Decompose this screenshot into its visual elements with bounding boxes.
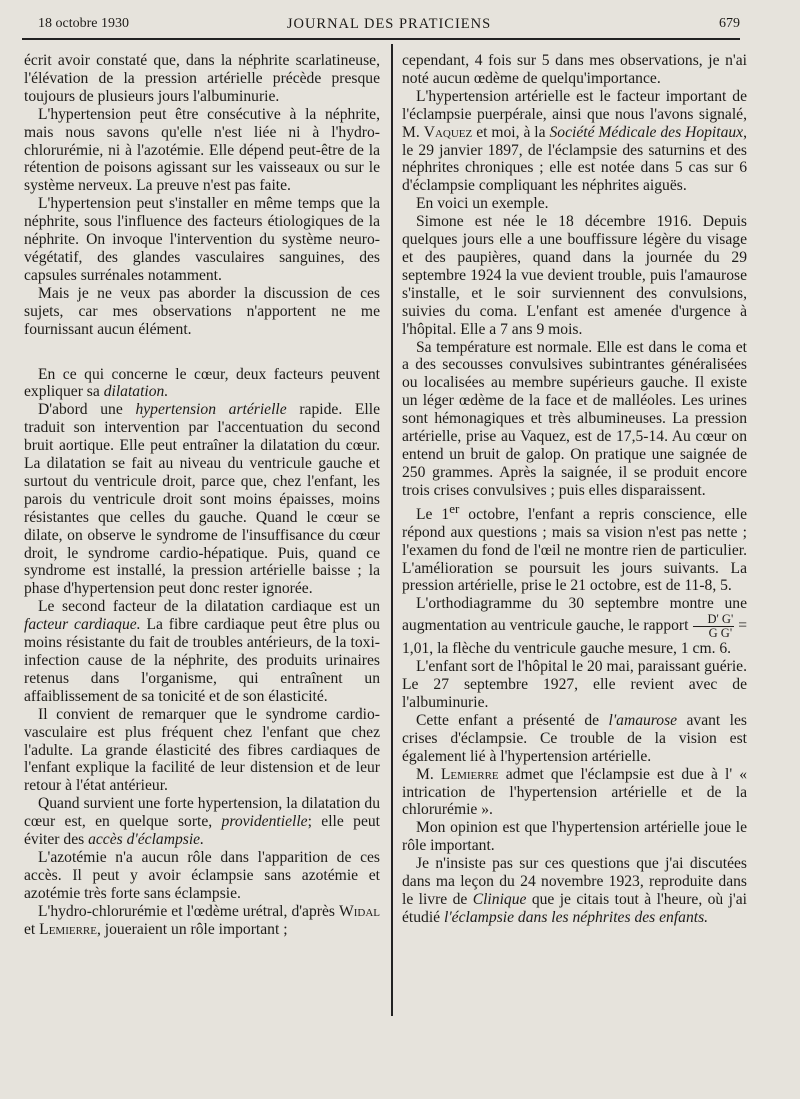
paragraph: Il convient de remarquer que le syndrome cardio-vasculaire est plus fréquent chez l'enfant que chez l'adulte. La grande élasticité des fibres cardiaques de l'enfant explique la facilité de leur distension et de leur retour à l'état antérieur.	[24, 705, 380, 795]
text-run: = 1,01, la flèche du ventricule gauche mesure, 1 cm. 6.	[402, 617, 747, 658]
paragraph	[24, 366, 380, 402]
emphasis: hypertension artérielle	[135, 401, 287, 419]
paragraph	[24, 795, 380, 849]
paragraph: L'hypertension peut s'installer en même temps que la néphrite, sous l'influence des facteurs étiologiques de la néphrite. On invoque l'intervention du système neuro-végétatif, des glandes vasculaires sanguines, des capsules surrénales notamment.	[24, 195, 380, 284]
paragraph: Sa température est normale. Elle est dans le coma et a des secousses convulsives subintrantes généralisées ou localisées au membre supérieurs gauche. Il existe un léger œdème de la face et de malléoles. Les urines sont hémonagiques et très albumineuses. La pression artérielle, prise au Vaquez, est de 17,5-14. Au cœur on entend un bruit de galop. On pratique une saignée de 250 grammes. Après la saignée, il se produit encore trois crises convulsives ; puis elles disparaissent.	[402, 338, 747, 499]
text-run: Je n'insiste pas sur ces questions que j'ai discutées dans ma leçon du 24 novembre 1923, reproduite dans le livre de	[402, 855, 747, 908]
header-rule	[22, 38, 740, 40]
emphasis: l'éclampsie dans les néphrites des enfants.	[444, 908, 709, 926]
running-header	[38, 14, 740, 36]
text-run: octobre, l'enfant a repris conscience, elle répond aux questions ; mais sa vision n'est pas nette ; l'examen du fond de l'œil ne montre rien de particulier. L'amélioration se poursuit les jours suivants. La pression artérielle, prise le 21 octobre, est de 11-8, 5.	[402, 505, 747, 595]
text-run: La fibre cardiaque peut être plus ou moins résistante du fait de troubles antérieurs, de la toxi-infection cause de la néphrite, des produits urinaires retenus dans l'organisme, qui entraînent un affaiblissement de sa tonicité et de son élasticité.	[24, 616, 380, 705]
paragraph	[402, 88, 747, 195]
ratio-fraction	[693, 613, 735, 640]
text-run: D'abord une	[38, 401, 123, 419]
emphasis: providentielle	[221, 813, 308, 831]
paragraph: écrit avoir constaté que, dans la néphrite scarlatineuse, l'élévation de la pression artérielle précède presque toujours de plusieurs jours l'albuminurie.	[24, 52, 380, 105]
paragraph: L'azotémie n'a aucun rôle dans l'apparition de ces accès. Il peut y avoir éclampsie sans azotémie et azotémie très forte sans éclampsie.	[24, 848, 380, 902]
emphasis: facteur cardiaque.	[24, 616, 141, 634]
paragraph: Mon opinion est que l'hypertension artérielle joue le rôle important.	[402, 819, 747, 855]
fraction-denominator: G G'	[708, 626, 733, 641]
text-run: Le 1	[416, 505, 450, 523]
author-name: Widal	[339, 902, 380, 920]
author-name: Vaquez	[423, 123, 473, 141]
paragraph: En voici un exemple.	[416, 195, 549, 213]
superscript: er	[449, 500, 460, 516]
text-run: L'hypertension artérielle est le facteur important de l'éclampsie puerpérale, ainsi que nous l'avons signalé,	[402, 87, 747, 123]
text-run: que je citais tout à l'heure, où j'ai étudié	[402, 890, 747, 926]
paragraph	[402, 500, 747, 596]
header-page-number: 679	[719, 16, 740, 31]
text-run: et moi, à la	[476, 123, 546, 141]
text-run: avant les crises d'éclampsie. Ce trouble de la vision est également lié à l'hypertension artérielle.	[402, 711, 747, 765]
left-column	[24, 52, 380, 939]
text-run: L'hydro-chlorurémie et l'œdème urétral, d'après	[38, 902, 335, 920]
paragraph	[24, 401, 380, 598]
paragraph	[402, 712, 747, 766]
paragraph	[24, 598, 380, 705]
emphasis: Société Médicale des Hopitaux	[549, 123, 744, 141]
text-run: Le second facteur de la dilatation cardiaque est un	[38, 598, 380, 616]
text-run: et	[24, 920, 36, 938]
text-run: L'orthodiagramme du 30 septembre montre une augmentation au ventricule gauche, le rapport	[402, 595, 747, 635]
header-journal-title: JOURNAL DES PRATICIENS	[286, 16, 492, 32]
paragraph	[402, 595, 747, 658]
emphasis: dilatation.	[103, 383, 169, 401]
column-divider	[391, 44, 393, 1016]
header-date: 18 octobre 1930	[38, 16, 129, 31]
text-run: , joueraient un rôle important ;	[96, 920, 288, 938]
paragraph	[24, 903, 380, 939]
emphasis: accès d'éclampsie.	[88, 831, 205, 849]
text-run: admet que l'éclampsie est due à l' « intrication de l'hypertension artérielle et de la chlorurémie ».	[402, 765, 748, 819]
paragraph: Mais je ne veux pas aborder la discussion de ces sujets, car mes observations n'apportent ne me fournissant aucun élément.	[24, 284, 380, 338]
text-run: ; elle peut éviter des	[24, 813, 381, 849]
paragraph: L'hypertension peut être consécutive à la néphrite, mais nous savons qu'elle n'est liée ni à l'hydro-chlorurémie, ni à l'azotémie. Elle dépend peut-être de la rétention de poisons agissant sur les vaisseaux ou sur le système nerveux. La preuve n'est pas faite.	[24, 105, 380, 195]
fraction-numerator: D' G'	[693, 613, 735, 627]
paragraph: L'enfant sort de l'hôpital le 20 mai, paraissant guérie. Le 27 septembre 1927, elle revient avec de l'albuminurie.	[402, 658, 747, 711]
text-run: M.	[416, 765, 434, 783]
emphasis: l'amaurose	[608, 711, 678, 729]
author-name: Lemierre	[39, 920, 97, 938]
paragraph: Simone est née le 18 décembre 1916. Depuis quelques jours elle a une bouffissure légère du visage et des paupières, quand dans la journée du 29 septembre 1924 la vue devient trouble, puis l'amaurose s'installe, et le soir surviennent des convulsions, suivies du coma. L'enfant est amenée d'urgence à l'hôpital. Elle a 7 ans 9 mois.	[402, 213, 747, 338]
author-name: Lemierre	[440, 765, 499, 783]
emphasis: Clinique	[472, 890, 527, 908]
text-run: Cette enfant a présenté de	[416, 711, 600, 729]
text-run: En ce qui concerne le cœur, deux facteurs peuvent expliquer sa	[24, 365, 380, 401]
text-run: rapide. Elle traduit son intervention par l'accentuation du second bruit aortique. Elle peut entraîner la dilatation du cœur. La dilatation se fait au niveau du ventricule gauche et surtout du ventricule droit, parce que, chez l'enfant, les parois du ventricule droit sont moins épaisses, moins résistantes que celles du gauche. Quand le cœur se dilate, on observe le syndrome de l'insuffisance du cœur droit, le syndrome cardio-hépatique. Puis, quand ce syndrome est installé, la pression artérielle baisse ; la phase d'hypertension peut donc rester ignorée.	[24, 401, 380, 598]
text-run: Quand survient une forte hypertension, la dilatation du cœur est, en quelque sorte,	[24, 795, 380, 831]
paragraph	[402, 766, 747, 820]
text-run: M.	[402, 123, 420, 141]
paragraph: cependant, 4 fois sur 5 dans mes observations, je n'ai noté aucun œdème de quelqu'importance.	[402, 52, 747, 87]
right-column	[402, 52, 747, 927]
paragraph	[402, 855, 747, 927]
text-run: , le 29 janvier 1897, de l'éclampsie des saturnins et des néphrites chroniques ; elle est notée dans 5 cas sur 6 d'éclampsie compliquant les néphrites aiguës.	[402, 123, 748, 195]
